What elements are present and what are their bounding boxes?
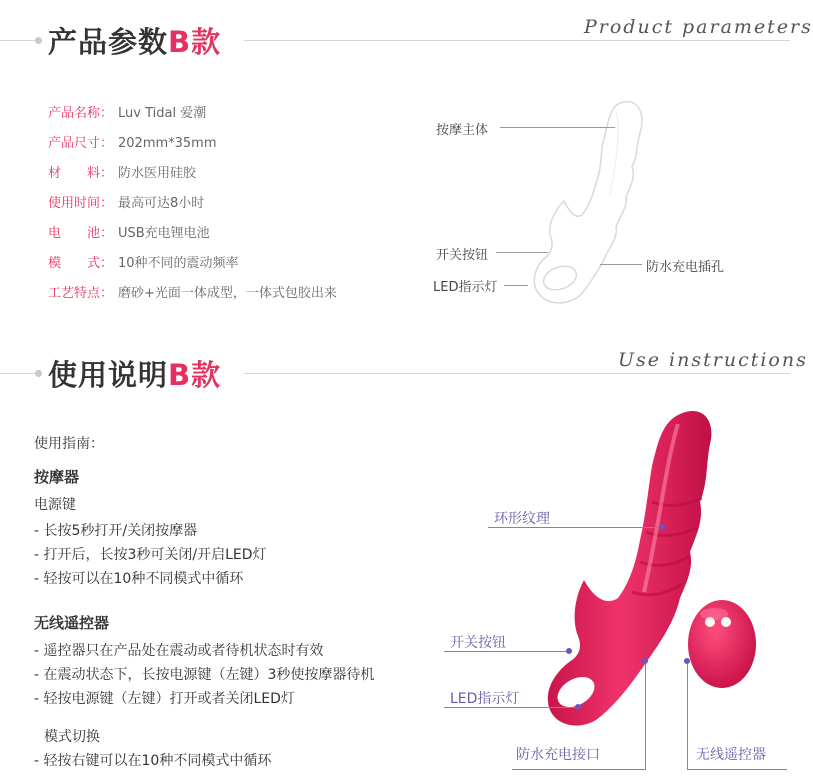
power-key-label: 电源键 <box>34 497 76 513</box>
guide-label: 使用指南： <box>34 436 104 452</box>
param-row: 使用时间： 最高可达8小时 <box>48 196 205 211</box>
remote-line <box>687 662 688 770</box>
charge-port-dot <box>642 658 648 664</box>
switch-dot <box>566 648 572 654</box>
list-item: - 打开后，长按3秒可关闭/开启LED灯 <box>34 547 267 563</box>
list-item: - 轻按可以在10种不同模式中循环 <box>34 571 244 587</box>
callout-led-line <box>504 285 528 286</box>
massager-title: 按摩器 <box>34 468 80 486</box>
section2-title: 使用说明B款 <box>48 358 222 392</box>
param-row: 产品尺寸： 202mm*35mm <box>48 136 217 151</box>
callout-body: 按摩主体 <box>436 123 489 138</box>
remote-dot <box>684 658 690 664</box>
section1-script-title: Product parameters <box>584 16 813 38</box>
section1-title: 产品参数B款 <box>48 25 222 59</box>
label-led: LED指示灯 <box>450 691 520 707</box>
switch-line <box>444 651 569 652</box>
callout-led: LED指示灯 <box>433 280 498 295</box>
remote-control-image <box>684 596 760 692</box>
param-row: 工艺特点： 磨砂+光面一体成型，一体式包胶出来 <box>48 286 337 301</box>
led-dot <box>575 704 581 710</box>
led-line <box>444 707 578 708</box>
remote-title: 无线遥控器 <box>34 614 110 632</box>
callout-charge-line <box>600 264 642 265</box>
remote-underline <box>687 769 787 770</box>
param-row: 材 料： 防水医用硅胶 <box>48 166 197 181</box>
callout-charge: 防水充电插孔 <box>646 260 725 275</box>
ring-texture-line <box>488 527 663 528</box>
label-ring-texture: 环形纹理 <box>494 511 550 527</box>
label-charge-port: 防水充电接口 <box>516 747 600 763</box>
callout-body-line <box>500 127 615 128</box>
list-item: - 轻按右键可以在10种不同模式中循环 <box>34 753 272 769</box>
ring-texture-dot <box>659 524 665 530</box>
label-remote: 无线遥控器 <box>696 747 766 763</box>
list-item: - 在震动状态下，长按电源键（左键）3秒使按摩器待机 <box>34 667 375 683</box>
charge-port-underline <box>512 769 646 770</box>
callout-switch: 开关按钮 <box>436 248 489 263</box>
mode-switch-label: 模式切换 <box>44 729 100 745</box>
section2-script-title: Use instructions <box>618 349 808 371</box>
list-item: - 轻按电源键（左键）打开或者关闭LED灯 <box>34 691 295 707</box>
param-row: 模 式： 10种不同的震动频率 <box>48 256 239 271</box>
charge-port-line <box>645 662 646 770</box>
list-item: - 长按5秒打开/关闭按摩器 <box>34 523 198 539</box>
callout-switch-line <box>496 252 548 253</box>
list-item: - 遥控器只在产品处在震动或者待机状态时有效 <box>34 643 324 659</box>
param-row: 产品名称： Luv Tidal 爱潮 <box>48 106 207 121</box>
param-row: 电 池： USB充电锂电池 <box>48 226 210 241</box>
label-switch: 开关按钮 <box>450 635 506 651</box>
